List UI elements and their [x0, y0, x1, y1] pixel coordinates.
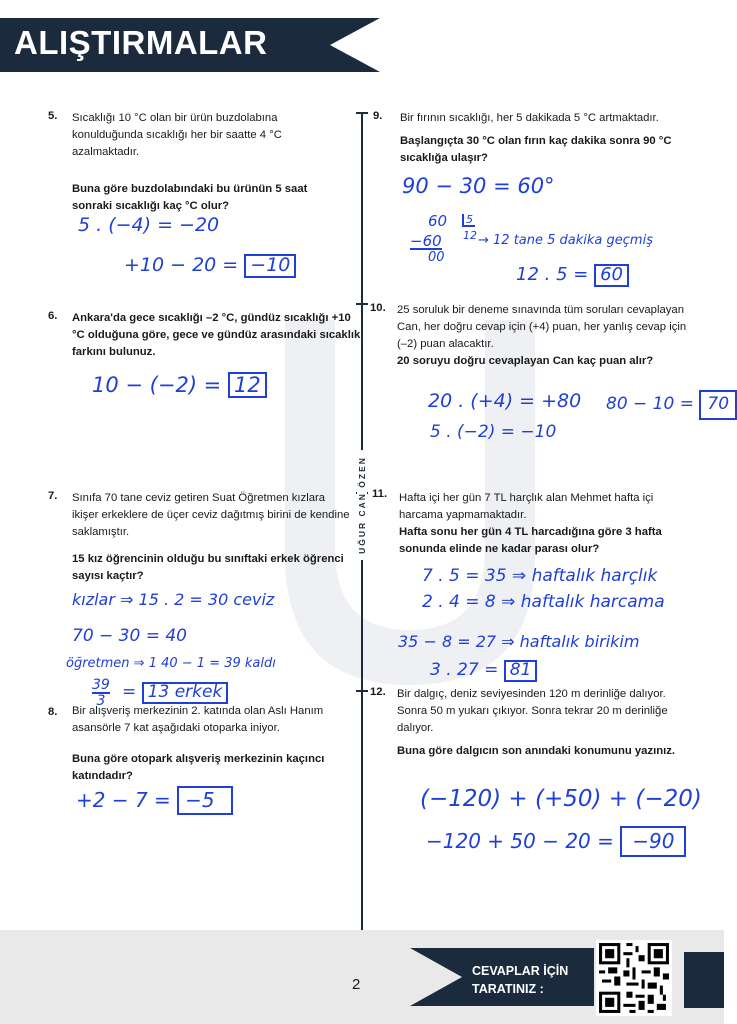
handwriting: 60	[428, 212, 448, 230]
answer-box: 13 erkek	[142, 682, 229, 704]
question-6	[72, 310, 362, 361]
page-title: ALIŞTIRMALAR	[14, 24, 268, 61]
handwriting: 35 − 8 = 27 ⇒ haftalık birikim	[398, 632, 640, 651]
divider-tick	[356, 112, 368, 114]
question-text: Bir dalgıç, deniz seviyesinden 120 m derinliğe dalıyor. Sonra 50 m yukarı çıkıyor. Sonra tekrar 20 m derinliğe dalıyor.	[397, 688, 668, 734]
handwriting: +10 − 20 =	[124, 254, 239, 276]
handwriting	[122, 682, 228, 704]
question-number: 9.	[373, 110, 383, 122]
handwriting: 10 − (−2) =	[92, 373, 222, 397]
answer-box: 70	[699, 390, 737, 420]
question-number: 12.	[370, 686, 386, 698]
question-prompt: Başlangıçta 30 °C olan fırın kaç dakika sonra 90 °C sıcaklığa ulaşır?	[400, 135, 672, 164]
question-10	[397, 302, 689, 370]
handwriting: −120 + 50 − 20 =	[426, 829, 614, 853]
handwriting: +2 − 7 =	[76, 788, 171, 812]
handwriting: 70 − 30 = 40	[72, 626, 187, 646]
question-number: 10.	[370, 302, 386, 314]
divider-tick	[356, 690, 368, 692]
question-number: 8.	[48, 706, 58, 718]
question-prompt: Buna göre otopark alışveriş merkezinin kaçıncı katındadır?	[72, 753, 325, 782]
handwriting: 5 . (−4) = −20	[78, 214, 220, 236]
question-prompt: 15 kız öğrencinin olduğu bu sınıftaki erkek öğrenci sayısı kaçtır?	[72, 553, 344, 582]
handwriting: 90 − 30 = 60°	[402, 174, 555, 198]
question-prompt: 20 soruyu doğru cevaplayan Can kaç puan alır?	[397, 355, 654, 367]
question-7	[72, 490, 352, 585]
question-number: 5.	[48, 110, 58, 122]
handwriting: 5 . (−2) = −10	[430, 422, 557, 442]
fraction-numerator: 39	[92, 677, 110, 693]
question-9	[400, 110, 690, 167]
handwriting: kızlar ⇒ 15 . 2 = 30 ceviz	[72, 590, 275, 609]
page-number: 2	[352, 976, 361, 993]
handwriting: (−120) + (+50) + (−20)	[420, 786, 702, 812]
handwriting: 80 − 10 =	[606, 394, 694, 414]
question-number: 6.	[48, 310, 58, 322]
answer-box: 12	[228, 372, 267, 398]
answer-box: −10	[244, 254, 296, 278]
question-prompt: Ankara'da gece sıcaklığı –2 °C, gündüz sıcaklığı +10 °C olduğuna göre, gece ve gündüz arasındaki sıcaklık farkını bulunuz.	[72, 312, 361, 358]
question-number: 7.	[48, 490, 58, 502]
header-banner	[0, 18, 380, 72]
handwriting: 2 . 4 = 8 ⇒ haftalık harcama	[422, 592, 665, 612]
handwriting: 3 . 27 =	[430, 660, 499, 680]
question-text: Hafta içi her gün 7 TL harçlık alan Mehmet hafta içi harcama yapmamaktadır.	[399, 492, 654, 521]
handwriting	[516, 264, 629, 287]
answer-box: 81	[504, 660, 538, 682]
handwriting: −60	[410, 232, 442, 250]
answer-box: −5	[177, 786, 232, 815]
handwriting: 7 . 5 = 35 ⇒ haftalık harçlık	[422, 566, 658, 586]
question-text: Bir alışveriş merkezinin 2. katında olan Aslı Hanım asansörle 7 kat aşağıdaki otoparka iniyor.	[72, 705, 324, 734]
handwriting	[76, 786, 233, 815]
handwriting	[426, 826, 686, 857]
answer-box: −90	[620, 826, 686, 857]
footer-caption	[472, 962, 568, 998]
question-prompt: Buna göre dalgıcın son anındaki konumunu yazınız.	[397, 745, 676, 757]
footer-line: CEVAPLAR İÇİN	[472, 964, 569, 978]
handwriting: 00	[428, 250, 445, 265]
author-name: UĞUR CAN ÖZEN	[357, 450, 367, 560]
question-prompt: Buna göre buzdolabındaki bu ürünün 5 saat sonraki sıcaklığı kaç °C olur?	[72, 183, 308, 212]
question-text: 25 soruluk bir deneme sınavında tüm soruları cevaplayan Can, her doğru cevap için (+4) puan, her yanlış cevap için (–2) puan alacaktır.	[397, 304, 687, 350]
qr-code[interactable]	[596, 940, 672, 1016]
question-text: Bir fırının sıcaklığı, her 5 dakikada 5 °C artmaktadır.	[400, 112, 659, 124]
handwriting	[430, 660, 537, 682]
question-11	[399, 490, 699, 558]
question-text: Sıcaklığı 10 °C olan bir ürün buzdolabına konulduğunda sıcaklığı her bir saatte 4 °C azalmaktadır.	[72, 112, 282, 158]
question-5	[72, 110, 334, 215]
divider-tick	[356, 303, 368, 305]
handwriting: → 12 tane 5 dakika geçmiş	[478, 233, 653, 248]
footer-line: TARATINIZ :	[472, 982, 544, 996]
side-tab	[684, 952, 724, 1008]
fraction-denominator: 3	[96, 693, 106, 709]
handwriting	[606, 390, 737, 420]
handwriting	[92, 372, 267, 398]
question-12	[397, 686, 697, 760]
handwriting: 20 . (+4) = +80	[428, 390, 582, 412]
question-8	[72, 703, 352, 785]
handwriting: 12 . 5 =	[516, 264, 589, 285]
answer-box: 60	[594, 264, 629, 287]
question-text: Sınıfa 70 tane ceviz getiren Suat Öğretmen kızlara ikişer erkeklere de üçer ceviz dağıtmış birini de kendine saklamıştır.	[72, 492, 350, 538]
question-prompt: Hafta sonu her gün 4 TL harcadığına göre 3 hafta sonunda elinde ne kadar parası olur?	[399, 526, 662, 555]
handwriting: =	[122, 682, 137, 702]
handwriting: öğretmen ⇒ 1 40 − 1 = 39 kaldı	[66, 656, 276, 671]
handwriting: 5	[462, 214, 475, 227]
question-number: 11.	[372, 488, 388, 500]
handwriting	[124, 254, 296, 278]
handwriting: 12	[463, 229, 477, 242]
